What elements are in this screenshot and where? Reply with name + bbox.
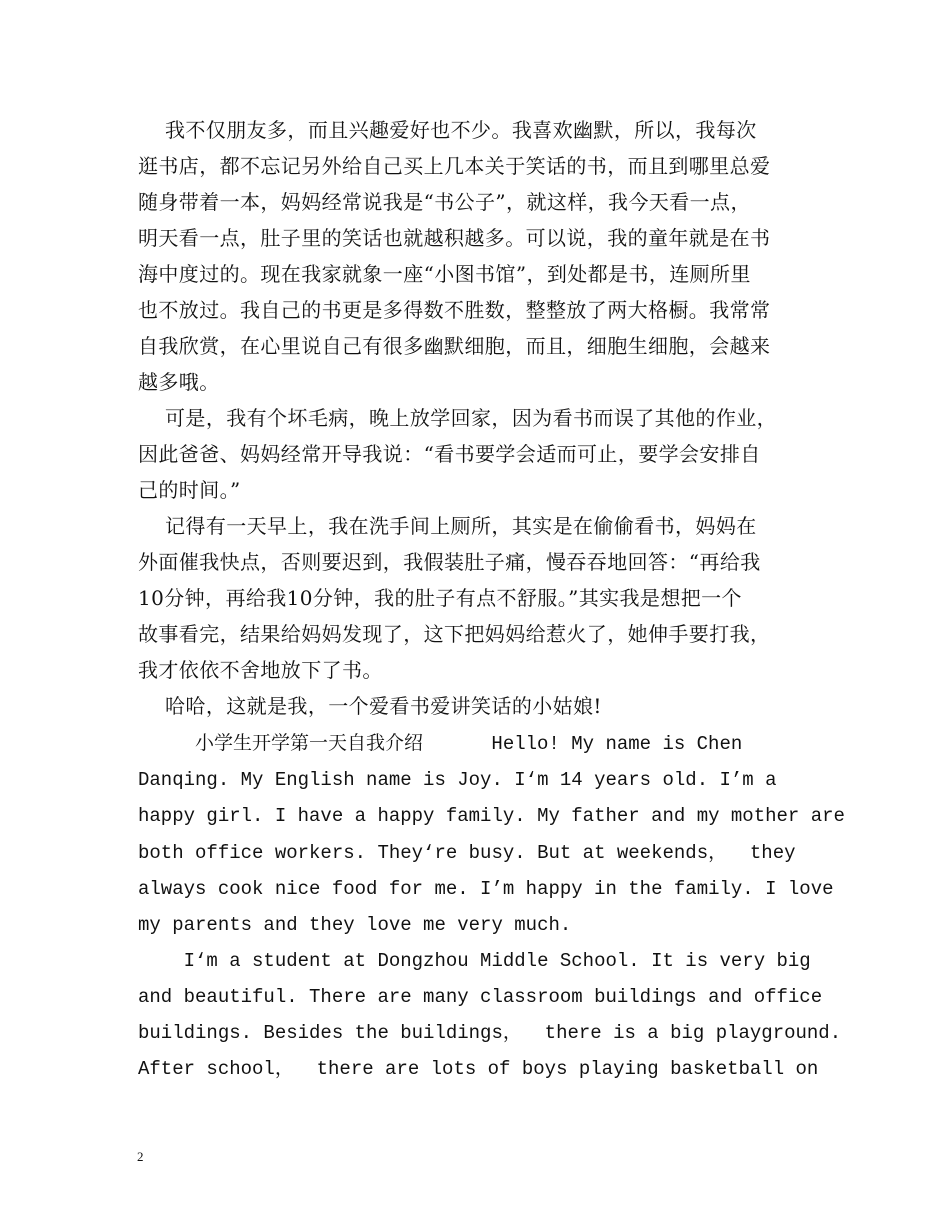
text-line: 我才依依不舍地放下了书。 <box>138 658 383 682</box>
text-line: 自我欣赏，在心里说自己有很多幽默细胞，而且，细胞生细胞，会越来 <box>138 334 771 358</box>
text-line: Danqing. My English name is Joy. I‘m 14 years old. I’m a <box>138 769 777 791</box>
text-line: 我不仅朋友多，而且兴趣爱好也不少。我喜欢幽默，所以，我每次 <box>138 118 757 142</box>
text-line: 外面催我快点，否则要迟到，我假装肚子痛，慢吞吞地回答：“再给我 <box>138 550 761 574</box>
text-line: and beautiful. There are many classroom buildings and office <box>138 986 823 1008</box>
text-line: both office workers. They‘re busy. But at weekends， they <box>138 842 796 864</box>
text-line: 哈哈，这就是我，一个爱看书爱讲笑话的小姑娘! <box>138 694 602 718</box>
text-line: After school， there are lots of boys playing basketball on <box>138 1058 819 1080</box>
text-line: 随身带着一本，妈妈经常说我是“书公子”，就这样，我今天看一点， <box>138 190 751 214</box>
page-number: 2 <box>137 1149 144 1164</box>
text-line: 明天看一点，肚子里的笑话也就越积越多。可以说，我的童年就是在书 <box>138 226 771 250</box>
text-line: happy girl. I have a happy family. My father and my mother are <box>138 805 845 827</box>
text-line: 也不放过。我自己的书更是多得数不胜数，整整放了两大格橱。我常常 <box>138 298 771 322</box>
text-line: always cook nice food for me. I’m happy in the family. I love <box>138 878 834 900</box>
text-line: my parents and they love me very much. <box>138 914 572 936</box>
text-line: 可是，我有个坏毛病，晚上放学回家，因为看书而误了其他的作业， <box>138 406 778 430</box>
text-line: 小学生开学第一天自我介绍 Hello! My name is Chen <box>138 733 743 755</box>
text-line: 逛书店，都不忘记另外给自己买上几本关于笑话的书，而且到哪里总爱 <box>138 154 771 178</box>
text-line: I‘m a student at Dongzhou Middle School. It is very big <box>138 950 811 972</box>
text-line: 己的时间。” <box>138 478 241 502</box>
text-line: 因此爸爸、妈妈经常开导我说：“看书要学会适而可止，要学会安排自 <box>138 442 761 466</box>
text-line: 记得有一天早上，我在洗手间上厕所，其实是在偷偷看书，妈妈在 <box>138 514 757 538</box>
text-line: buildings. Besides the buildings， there is a big playground. <box>138 1022 842 1044</box>
text-line: 10分钟，再给我10分钟，我的肚子有点不舒服。”其实我是想把一个 <box>138 586 742 610</box>
text-line: 海中度过的。现在我家就象一座“小图书馆”，到处都是书，连厕所里 <box>138 262 751 286</box>
text-line: 越多哦。 <box>138 370 220 394</box>
text-line: 故事看完，结果给妈妈发现了，这下把妈妈给惹火了，她伸手要打我， <box>138 622 771 646</box>
